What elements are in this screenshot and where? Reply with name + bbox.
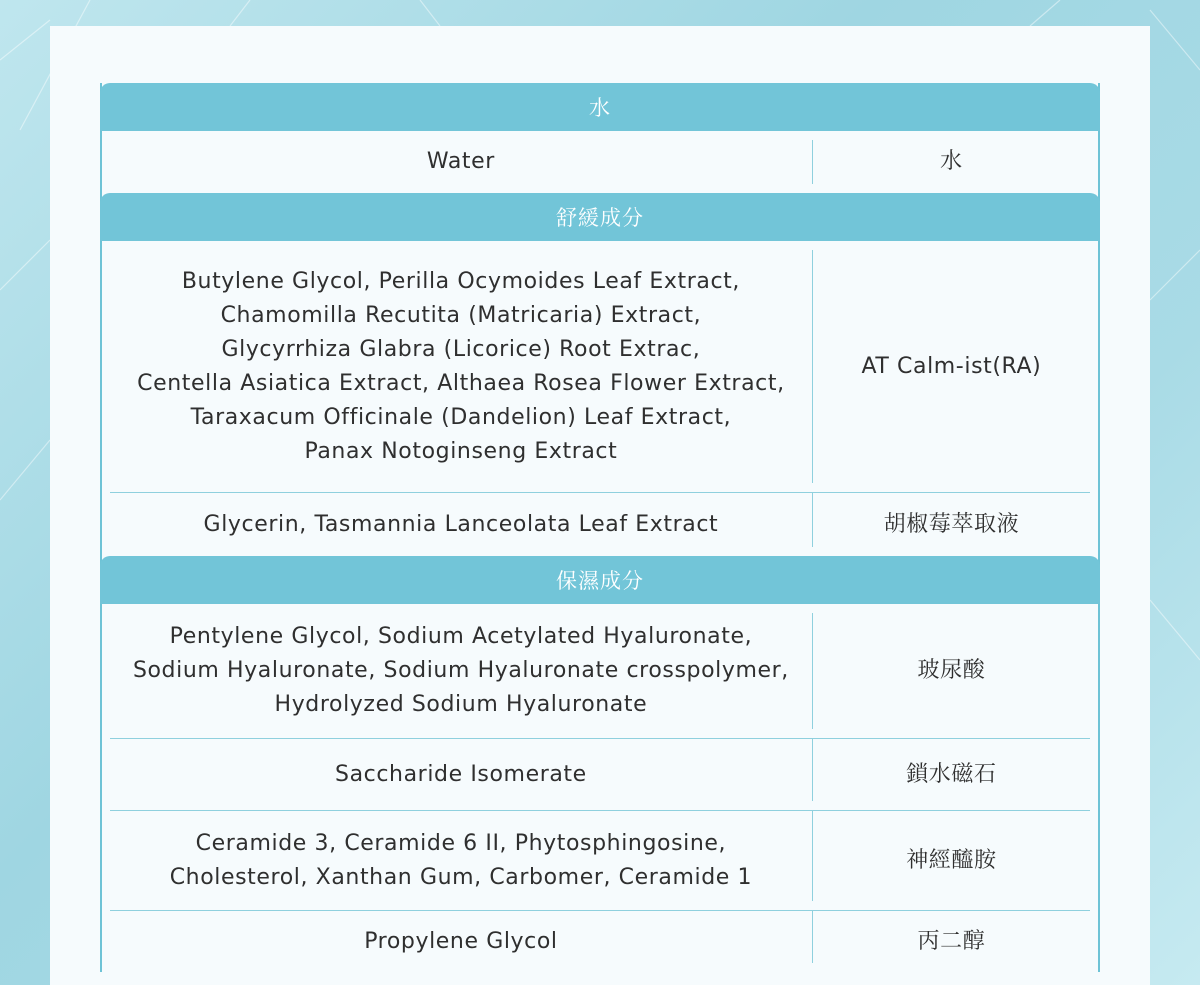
inci-name-line: Panax Notoginseng Extract <box>304 438 618 464</box>
inci-name-line: Hydrolyzed Sodium Hyaluronate <box>274 692 648 717</box>
ingredient-name-cell: 丙二醇 <box>813 910 1090 963</box>
inci-name-line: Sodium Hyaluronate, Sodium Hyaluronate crosspolymer, <box>132 658 789 683</box>
section-body <box>102 241 1098 556</box>
content-panel <box>50 26 1150 985</box>
inci-name-line: Water <box>426 149 495 174</box>
inci-name-line: Ceramide 3, Ceramide 6 II, Phytosphingosine, <box>195 830 727 856</box>
inci-name-line: Saccharide Isomerate <box>335 761 587 787</box>
section-header: 水 <box>100 83 1100 131</box>
ingredient-name-cell: 神經醯胺 <box>813 810 1090 901</box>
section-header: 保濕成分 <box>100 556 1100 604</box>
ingredient-name-cell: 胡椒莓萃取液 <box>813 492 1090 547</box>
inci-name-line: Pentylene Glycol, Sodium Acetylated Hyaluronate, <box>169 624 753 649</box>
inci-name-line: Cholesterol, Xanthan Gum, Carbomer, Ceramide 1 <box>169 864 753 890</box>
inci-name-line: Chamomilla Recutita (Matricaria) Extract, <box>220 302 702 328</box>
table-row <box>102 738 1098 810</box>
table-row <box>102 810 1098 910</box>
section-body <box>102 604 1098 972</box>
ingredient-name-cell: 水 <box>940 149 963 174</box>
ingredient-inci-cell <box>110 810 813 901</box>
ingredient-inci-cell <box>110 738 813 801</box>
ingredient-table <box>100 83 1100 972</box>
ingredient-name-cell: AT Calm-ist(RA) <box>861 353 1042 379</box>
inci-name-line: Propylene Glycol <box>364 928 558 954</box>
ingredient-name-cell: 玻尿酸 <box>917 658 986 683</box>
ingredient-inci-cell <box>110 140 813 184</box>
ingredient-inci-cell <box>110 250 813 483</box>
table-row <box>102 910 1098 972</box>
table-row <box>102 131 1098 193</box>
table-row <box>102 604 1098 738</box>
ingredient-inci-cell <box>110 492 813 547</box>
section-body <box>102 131 1098 193</box>
ingredient-name-cell: 鎖水磁石 <box>813 738 1090 801</box>
table-row <box>102 492 1098 556</box>
inci-name-line: Centella Asiatica Extract, Althaea Rosea Flower Extract, <box>137 370 785 396</box>
inci-name-line: Glycyrrhiza Glabra (Licorice) Root Extrac, <box>221 336 701 362</box>
inci-name-line: Butylene Glycol, Perilla Ocymoides Leaf Extract, <box>181 268 740 294</box>
ingredient-inci-cell <box>110 613 813 729</box>
ingredient-inci-cell <box>110 910 813 963</box>
inci-name-line: Taraxacum Officinale (Dandelion) Leaf Extract, <box>190 404 732 430</box>
section-header: 舒緩成分 <box>100 193 1100 241</box>
table-row <box>102 241 1098 492</box>
inci-name-line: Glycerin, Tasmannia Lanceolata Leaf Extract <box>203 511 719 537</box>
